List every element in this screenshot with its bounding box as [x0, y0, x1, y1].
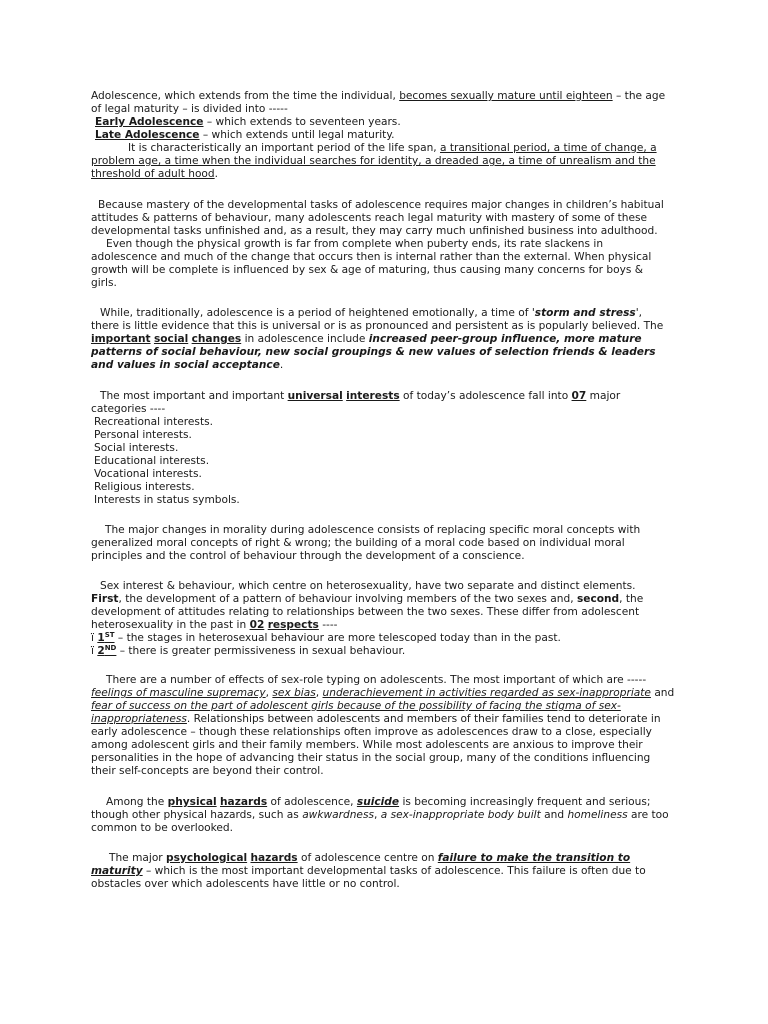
bullet-glyph: ï — [91, 645, 94, 657]
text-line: generalized moral concepts of right & wrong; the building of a moral code based on individual moral — [91, 537, 625, 549]
keyword: 02 — [249, 619, 265, 631]
text: is becoming increasingly frequent and serious; — [399, 796, 651, 808]
text: . — [214, 168, 219, 180]
text-line: obstacles over which adolescents have little or no control. — [91, 878, 400, 890]
text-line — [91, 90, 681, 103]
text: , — [265, 687, 273, 699]
text: of adolescence, — [267, 796, 357, 808]
text: Adolescence, which extends from the time the individual, — [91, 90, 400, 102]
keyword: First — [91, 593, 119, 605]
text: The major — [109, 852, 167, 864]
text: major — [586, 390, 621, 402]
text-line: fear of success on the part of adolescent girls because of the possibility of facing the stigma of sex- — [91, 700, 621, 712]
text-line: personalities in the hope of advancing their status in the social group, many of the conditions influencing — [91, 752, 651, 764]
emphasis-text: failure to make the transition to — [437, 852, 631, 864]
text: , the development of a pattern of behaviour involving members of the two sexes and, — [118, 593, 577, 605]
text-line: there is little evidence that this is universal or is as pronounced and persistent as is popularly believed. The — [91, 320, 664, 332]
text: – the stages in heterosexual behaviour are more telescoped today than in the past. — [114, 632, 561, 644]
text-line — [91, 129, 681, 142]
text: , — [374, 809, 381, 821]
text-line — [91, 333, 681, 346]
underlined-text: becomes sexually mature until eighteen — [399, 90, 613, 102]
emphasis-text: and values in social acceptance — [91, 359, 280, 371]
text: in adolescence include — [241, 333, 369, 345]
emphasis-text: underachievement in activities regarded as sex-inappropriate — [322, 687, 651, 699]
text-line: early adolescence – though these relationships often improve as adolescences draw to a close, especially — [91, 726, 652, 738]
text-line: patterns of social behaviour, new social groupings & new values of selection friends & leaders — [91, 346, 656, 358]
text-line — [91, 796, 681, 809]
text: ---- — [318, 619, 338, 631]
list-item: Educational interests. — [94, 455, 210, 467]
paragraph-social-changes — [91, 307, 681, 372]
term-late-adolescence: Late Adolescence — [95, 129, 200, 141]
text-line: The major changes in morality during adolescence consists of replacing specific moral concepts with — [105, 524, 641, 536]
respect-item — [91, 645, 681, 658]
ordinal-number: 1 — [97, 632, 105, 644]
ordinal — [97, 645, 116, 657]
text: – which is the most important developmental tasks of adolescence. This failure is often due to — [142, 865, 646, 877]
underlined-text: threshold of adult hood — [91, 168, 215, 180]
text-line: growth will be complete is influenced by sex & age of maturing, thus causing many concerns for boys & — [91, 264, 644, 276]
text: of adolescence centre on — [297, 852, 438, 864]
paragraph-sex-role-typing — [91, 674, 681, 778]
emphasis-text: feelings of masculine supremacy — [91, 687, 266, 699]
text: are too — [627, 809, 669, 821]
emphasis-text: sex bias — [272, 687, 316, 699]
text-line — [91, 809, 681, 822]
paragraph-developmental-tasks — [91, 199, 681, 290]
text-line: categories ---- — [91, 403, 166, 415]
text-line — [91, 168, 681, 181]
text-line — [91, 116, 681, 129]
text-line — [91, 307, 681, 320]
keyword: social — [153, 333, 189, 345]
emphasis-text: awkwardness — [302, 809, 374, 821]
keyword: universal — [287, 390, 343, 402]
text-line: Even though the physical growth is far from complete when puberty ends, its rate slackens in — [106, 238, 604, 250]
paragraph-definition — [91, 90, 681, 181]
text-line — [91, 359, 681, 372]
text-line: Because mastery of the developmental tasks of adolescence requires major changes in children’s habitual — [98, 199, 664, 211]
keyword: 07 — [571, 390, 587, 402]
keyword: respects — [267, 619, 319, 631]
text-line: attitudes & patterns of behaviour, many adolescents reach legal maturity with mastery of some of these — [91, 212, 648, 224]
text-line: girls. — [91, 277, 117, 289]
emphasis-text: maturity — [91, 865, 143, 877]
text-line — [91, 619, 681, 632]
list-item: Recreational interests. — [94, 416, 213, 428]
text-line: There are a number of effects of sex-role typing on adolescents. The most important of which are ----- — [106, 674, 647, 686]
text: though other physical hazards, such as — [91, 809, 303, 821]
text: heterosexuality in the past in — [91, 619, 250, 631]
text-line: adolescence and much of the change that occurs then is internal rather than the external. When physical — [91, 251, 652, 263]
text-line — [91, 865, 681, 878]
text: The most important and important — [100, 390, 288, 402]
list-item: Social interests. — [94, 442, 179, 454]
ordinal-suffix: ST — [104, 631, 115, 639]
list-item: Religious interests. — [94, 481, 195, 493]
paragraph-physical-hazards — [91, 796, 681, 835]
emphasis-text: homeliness — [567, 809, 628, 821]
text: It is characteristically an important period of the life span, — [128, 142, 441, 154]
text: Among the — [106, 796, 168, 808]
list-item: Interests in status symbols. — [94, 494, 240, 506]
text: – there is greater permissiveness in sexual behaviour. — [116, 645, 406, 657]
list-item: Personal interests. — [94, 429, 192, 441]
text: , the — [619, 593, 644, 605]
text: , — [315, 687, 323, 699]
paragraph-psychological-hazards — [91, 852, 681, 891]
text-line — [91, 713, 681, 726]
ordinal — [97, 632, 114, 644]
text: of today’s adolescence fall into — [399, 390, 572, 402]
text: – which extends until legal maturity. — [199, 129, 395, 141]
text-line: problem age, a time when the individual searches for identity, a dreaded age, a time of unrealism and the — [91, 155, 656, 167]
keyword: interests — [346, 390, 400, 402]
interest-list — [91, 416, 681, 507]
keyword: physical — [167, 796, 217, 808]
text-line: development of attitudes relating to relationships between the two sexes. These differ from adolescent — [91, 606, 640, 618]
list-item: Vocational interests. — [94, 468, 202, 480]
text-line: among adolescent girls and their family members. While most adolescents are anxious to improve their — [91, 739, 643, 751]
term-early-adolescence: Early Adolescence — [95, 116, 204, 128]
text: and — [540, 809, 568, 821]
paragraph-interests — [91, 390, 681, 507]
text: – which extends to seventeen years. — [203, 116, 401, 128]
ordinal-number: 2 — [97, 645, 105, 657]
text-line: principles and the control of behaviour through the development of a conscience. — [91, 550, 525, 562]
text: ', — [635, 307, 642, 319]
emphasis-text: inappropriateness — [91, 713, 187, 725]
keyword: changes — [191, 333, 242, 345]
emphasis-text: increased peer-group influence, more mature — [368, 333, 642, 345]
text-line — [91, 852, 681, 865]
bullet-glyph: ï — [91, 632, 94, 644]
keyword: second — [576, 593, 620, 605]
text: While, traditionally, adolescence is a period of heightened emotionally, a time of ' — [100, 307, 535, 319]
text-line — [91, 390, 681, 403]
text-line — [91, 593, 681, 606]
text: and — [650, 687, 675, 699]
keyword: psychological — [166, 852, 248, 864]
respect-item — [91, 632, 681, 645]
ordinal-suffix: ND — [104, 644, 117, 652]
keyword: important — [91, 333, 151, 345]
emphasis-text: storm and stress — [534, 307, 636, 319]
emphasis-text: suicide — [356, 796, 400, 808]
paragraph-sex-interest — [91, 580, 681, 658]
text-line: of legal maturity – is divided into ----- — [91, 103, 288, 115]
text: . Relationships between adolescents and members of their families tend to deteriorate in — [186, 713, 661, 725]
text-line — [91, 142, 681, 155]
paragraph-morality — [91, 524, 681, 563]
text: . — [279, 359, 284, 371]
text-line: Sex interest & behaviour, which centre on heterosexuality, have two separate and distinct elements. — [100, 580, 636, 592]
text-line: common to be overlooked. — [91, 822, 234, 834]
text-line: developmental tasks unfinished and, as a result, they may carry much unfinished business into adulthood. — [91, 225, 658, 237]
keyword: hazards — [220, 796, 268, 808]
emphasis-text: a sex-inappropriate body built — [380, 809, 541, 821]
text-line: their self-concepts are beyond their control. — [91, 765, 324, 777]
text: – the age — [612, 90, 666, 102]
text-line — [91, 687, 681, 700]
keyword: hazards — [250, 852, 298, 864]
underlined-text: a transitional period, a time of change, a — [440, 142, 657, 154]
